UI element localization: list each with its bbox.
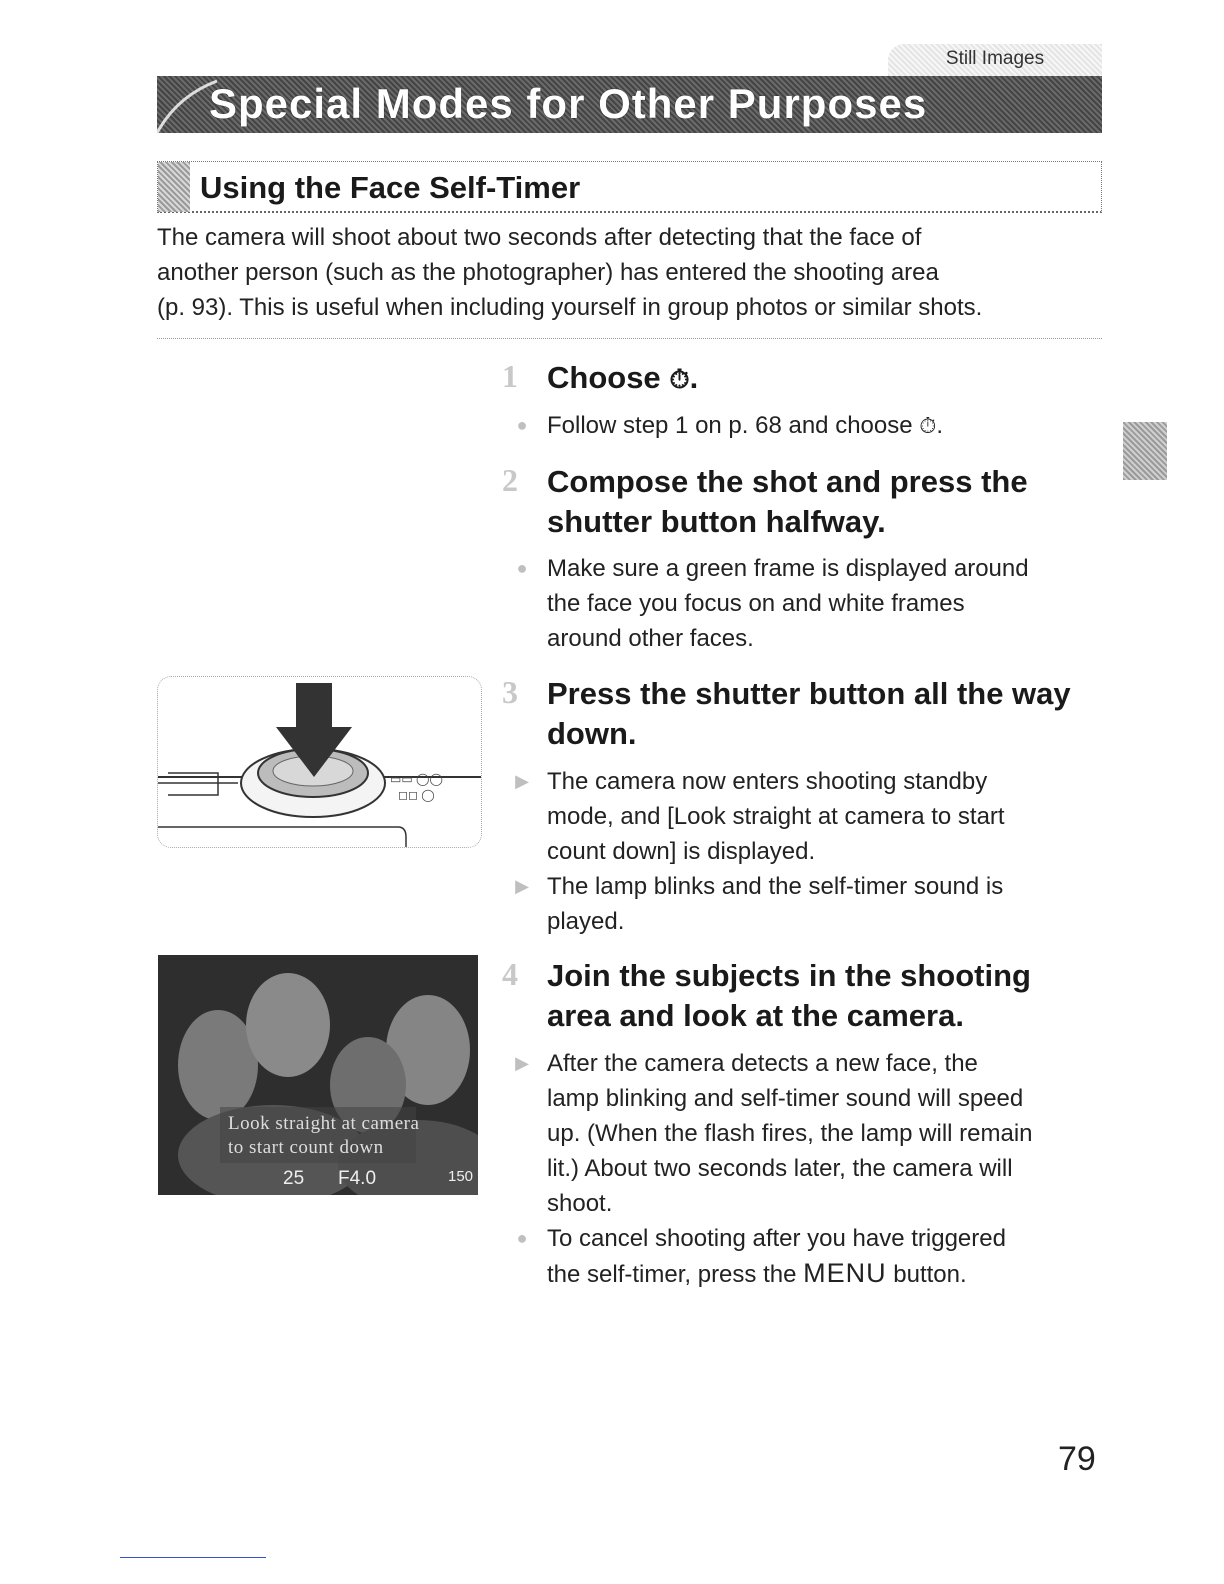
shutter-speed-value: 25 — [283, 1168, 305, 1189]
step-title-line: Compose the shot and press the — [547, 464, 1028, 499]
photo-overlay-line: Look straight at camera — [228, 1113, 420, 1134]
chapter-title: Special Modes for Other Purposes — [209, 80, 928, 127]
list-item — [510, 551, 1110, 656]
list-item — [510, 1221, 1110, 1292]
bullet-suffix: . — [936, 412, 944, 439]
face-timer-icon: ⏱ — [669, 364, 690, 394]
divider — [157, 338, 1102, 339]
bullet-line: Make sure a green frame is displayed around — [547, 555, 1029, 582]
bullet-circle-icon: ● — [516, 1228, 528, 1248]
step-number: 4 — [502, 956, 518, 992]
section-heading-box — [157, 161, 1102, 213]
intro-paragraph — [157, 220, 1107, 325]
list-item — [510, 1046, 1110, 1221]
step-number: 3 — [502, 674, 518, 710]
bullet-line: lamp blinking and self-timer sound will speed — [547, 1085, 1024, 1112]
intro-line: The camera will shoot about two seconds after detecting that the face of — [157, 224, 922, 251]
list-item — [510, 869, 1110, 939]
heading-marker — [158, 162, 190, 212]
bullet-text: Follow step 1 on p. 68 and choose — [547, 412, 913, 439]
bullet-text: the self-timer, press the — [547, 1261, 804, 1288]
list-item — [510, 408, 1110, 443]
svg-text:◻◻ ◯: ◻◻ ◯ — [398, 788, 435, 802]
bullet-arrow-icon: ▶ — [515, 876, 529, 896]
camera-top-illustration — [158, 677, 481, 847]
step-bullets — [510, 551, 1110, 656]
section-tab-still-images — [888, 44, 1102, 76]
bullet-line: played. — [547, 908, 625, 935]
photo-overlay-line: to start count down — [228, 1137, 384, 1158]
aperture-value: F4.0 — [338, 1168, 377, 1189]
bullet-line: The camera now enters shooting standby — [547, 768, 988, 795]
step-number: 1 — [502, 358, 518, 394]
page-number: 79 — [1058, 1440, 1096, 1478]
step-title-line: Join the subjects in the shooting — [547, 958, 1031, 993]
sample-photo-group — [158, 955, 478, 1195]
bullet-line: To cancel shooting after you have triggered — [547, 1225, 1006, 1252]
bullet-line: The lamp blinks and the self-timer sound is — [547, 873, 1004, 900]
step-bullets — [510, 1046, 1110, 1292]
step-number: 2 — [502, 462, 518, 498]
chapter-side-tab — [1123, 422, 1167, 480]
step-title-line: area and look at the camera. — [547, 998, 964, 1033]
bullet-text: button. — [886, 1261, 967, 1288]
step-bullets — [510, 764, 1110, 939]
bullet-arrow-icon: ▶ — [515, 771, 529, 791]
iso-value: 150 — [448, 1168, 474, 1185]
bullet-line: lit.) About two seconds later, the camera will — [547, 1155, 1013, 1182]
step-title-text: Choose — [547, 360, 661, 395]
footer-rule — [120, 1557, 266, 1558]
intro-line: (p. 93). This is useful when including yourself in group photos or similar shots. — [157, 294, 983, 321]
banner-swoosh-decoration — [157, 76, 217, 133]
group-photo-illustration — [158, 955, 478, 1195]
step-title — [547, 462, 1107, 542]
bullet-line: count down] is displayed. — [547, 838, 816, 865]
shutter-button-illustration — [157, 676, 482, 848]
step-title — [547, 358, 1107, 399]
bullet-line — [547, 1256, 1110, 1292]
chapter-banner — [157, 76, 1102, 133]
bullet-arrow-icon: ▶ — [515, 1053, 529, 1073]
step-title-line: down. — [547, 716, 637, 751]
step-title — [547, 956, 1107, 1036]
svg-text:▭▭ ◯◯: ▭▭ ◯◯ — [390, 772, 443, 786]
step-title-suffix: . — [689, 360, 699, 395]
bullet-line: mode, and [Look straight at camera to start — [547, 803, 1005, 830]
bullet-line: up. (When the flash fires, the lamp will remain — [547, 1120, 1033, 1147]
step-title — [547, 674, 1107, 754]
photo-status-bar — [158, 1165, 478, 1195]
step-title-line: shutter button halfway. — [547, 504, 886, 539]
bullet-circle-icon: ● — [516, 415, 528, 435]
step-title-line: Press the shutter button all the way — [547, 676, 1071, 711]
menu-button-label: MENU — [803, 1258, 887, 1288]
bullet-line: around other faces. — [547, 625, 754, 652]
list-item — [510, 764, 1110, 869]
intro-line: another person (such as the photographer) has entered the shooting area — [157, 259, 939, 286]
step-bullets — [510, 408, 1110, 443]
bullet-line: the face you focus on and white frames — [547, 590, 965, 617]
bullet-circle-icon: ● — [516, 558, 528, 578]
bullet-line: After the camera detects a new face, the — [547, 1050, 978, 1077]
section-heading: Using the Face Self-Timer — [200, 170, 581, 205]
face-timer-icon: ⏱ — [919, 413, 937, 438]
section-tab-label: Still Images — [945, 48, 1045, 69]
bullet-line: shoot. — [547, 1190, 613, 1217]
